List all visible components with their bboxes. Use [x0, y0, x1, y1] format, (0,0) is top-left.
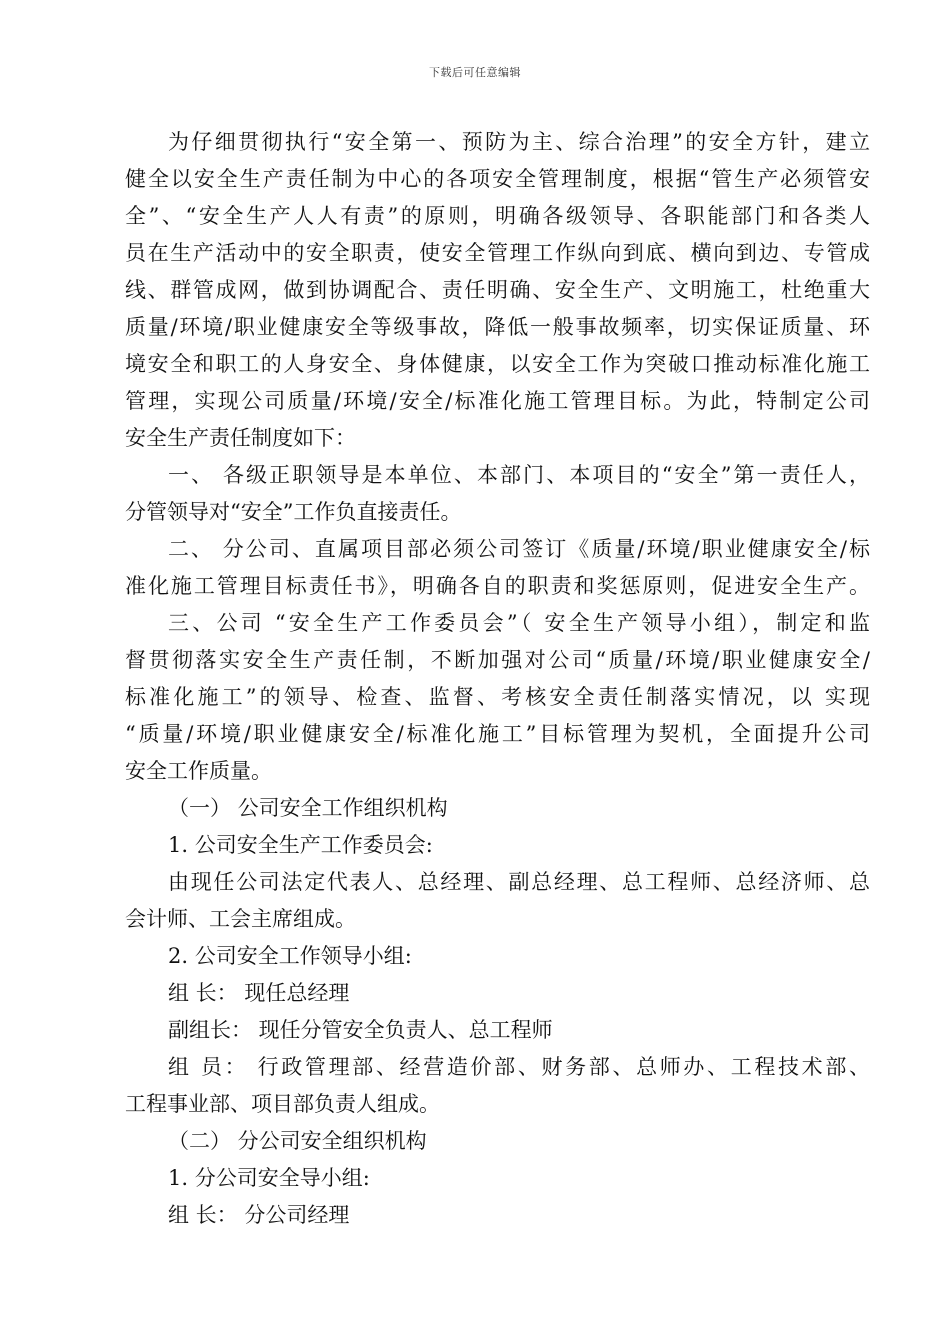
role-line: 组 员： 行政管理部、经营造价部、财务部、总师办、工程技术部、 — [168, 1055, 870, 1079]
paragraph-line: 安全工作质量。 — [125, 759, 272, 783]
section-heading: （二） 分公司安全组织机构 — [168, 1129, 427, 1153]
paragraph-line: 一、 各级正职领导是本单位、本部门、本项目的“安全”第一责任人， — [168, 463, 870, 487]
paragraph-line: “质量/环境/职业健康安全/标准化施工”目标管理为契机，全面提升公司 — [125, 722, 870, 746]
list-item-heading: 1. 分公司安全导小组: — [168, 1166, 370, 1190]
list-item-heading: 2. 公司安全工作领导小组: — [168, 944, 412, 968]
role-line: 组 长： 分公司经理 — [168, 1203, 350, 1227]
paragraph-line: 督贯彻落实安全生产责任制，不断加强对公司“质量/环境/职业健康安全/ — [125, 648, 870, 672]
list-item-heading: 1. 公司安全生产工作委员会: — [168, 833, 433, 857]
paragraph-line: 员在生产活动中的安全职责，使安全管理工作纵向到底、横向到边、专管成 — [125, 241, 870, 265]
section-heading: （一） 公司安全工作组织机构 — [168, 796, 448, 820]
role-line: 副组长： 现任分管安全负责人、总工程师 — [168, 1018, 553, 1042]
paragraph-line: 分管领导对“安全”工作负直接责任。 — [125, 500, 462, 524]
paragraph-line: 健全以安全生产责任制为中心的各项安全管理制度，根据“管生产必须管安 — [125, 167, 870, 191]
paragraph-line: 二、 分公司、直属项目部必须公司签订《质量/环境/职业健康安全/标 — [168, 537, 870, 561]
paragraph-line: 会计师、工会主席组成。 — [125, 907, 356, 931]
paragraph-line: 安全生产责任制度如下： — [125, 426, 356, 450]
paragraph-line: 线、群管成网，做到协调配合、责任明确、安全生产、文明施工，杜绝重大 — [125, 278, 870, 302]
paragraph-line: 全”、“安全生产人人有责”的原则，明确各级领导、各职能部门和各类人 — [125, 204, 870, 228]
paragraph-line: 境安全和职工的人身安全、身体健康，以安全工作为突破口推动标准化施工 — [125, 352, 870, 376]
paragraph-line: 三、公司 “安全生产工作委员会”（ 安全生产领导小组），制定和监 — [168, 611, 870, 635]
paragraph-line: 标准化施工”的领导、检查、监督、考核安全责任制落实情况，以 实现 — [125, 685, 870, 709]
page-header-note: 下载后可任意编辑 — [429, 66, 521, 79]
paragraph-line: 工程事业部、项目部负责人组成。 — [125, 1092, 440, 1116]
document-body — [125, 124, 870, 1234]
paragraph-line: 由现任公司法定代表人、总经理、副总经理、总工程师、总经济师、总 — [168, 870, 870, 894]
paragraph-line: 准化施工管理目标责任书》，明确各自的职责和奖惩原则，促进安全生产。 — [125, 574, 870, 598]
paragraph-line: 管理，实现公司质量/环境/安全/标准化施工管理目标。为此，特制定公司 — [125, 389, 870, 413]
role-line: 组 长： 现任总经理 — [168, 981, 350, 1005]
paragraph-line: 质量/环境/职业健康安全等级事故，降低一般事故频率，切实保证质量、环 — [125, 315, 870, 339]
paragraph-line: 为仔细贯彻执行“安全第一、预防为主、综合治理”的安全方针，建立 — [168, 130, 870, 154]
